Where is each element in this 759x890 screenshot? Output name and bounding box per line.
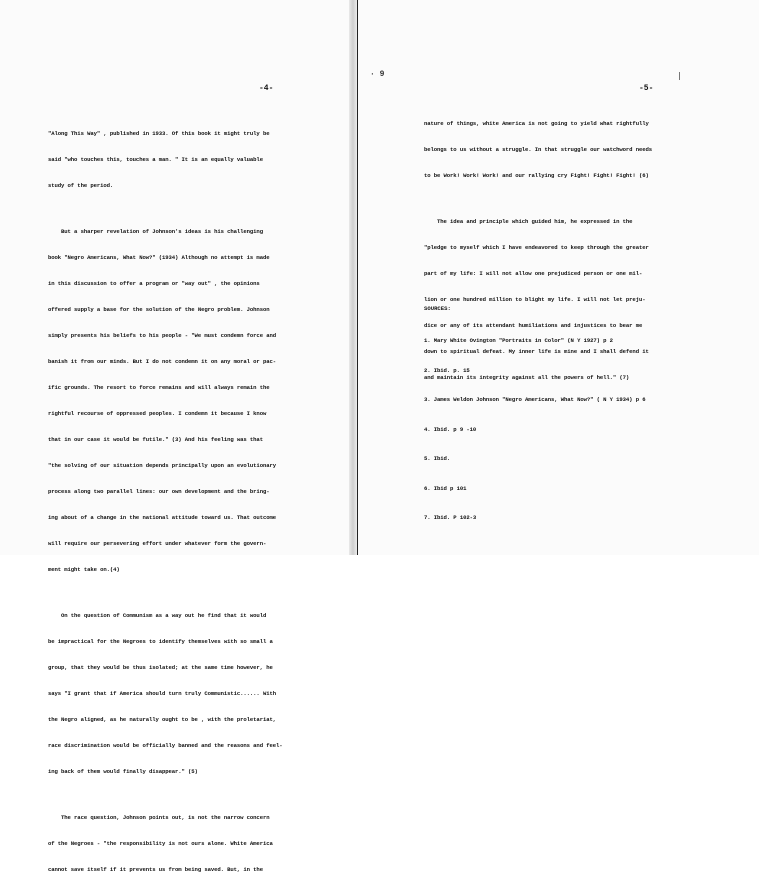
source-item: 1. Mary White Ovington "Portraits in Color" (N Y 1927) p 2	[424, 337, 613, 344]
source-item: 5. Ibid.	[424, 455, 451, 462]
text-line: offered supply a base for the solution of the Negro problem. Johnson	[48, 306, 270, 313]
text-line: be impractical for the Negroes to identify themselves with so small a	[48, 638, 273, 645]
text-line: that in our case it would be futile." (3) And his feeling was that	[48, 436, 263, 443]
text-line: and maintain its integrity against all the powers of hell." (7)	[424, 374, 630, 381]
text-line: "the solving of our situation depends principally upon an evolutionary	[48, 462, 276, 469]
sources-heading: SOURCES:	[424, 305, 451, 312]
page-number: -5-	[639, 84, 654, 93]
text-line: "pledge to myself which I have endeavored to keep through the greater	[424, 244, 649, 251]
page-number: -4-	[259, 84, 274, 93]
text-line: ing about of a change in the national attitude toward us. That outcome	[48, 514, 276, 521]
sources-list	[424, 319, 645, 540]
text-line: ing back of them would finally disappear." (5)	[48, 768, 198, 775]
text-line: lion or one hundred million to blight my life. I will not let preju-	[424, 296, 646, 303]
text-line: But a sharper revelation of Johnson's ideas is his challenging	[48, 228, 263, 235]
book-gutter	[349, 0, 357, 555]
text-line: ment might take on.(4)	[48, 566, 120, 573]
text-line: cannot save itself if it prevents us from being saved. But, in the	[48, 866, 263, 873]
right-page	[357, 0, 759, 555]
text-line: part of my life: I will not allow one prejudiced person or one mil-	[424, 270, 643, 277]
text-line: group, that they would be thus isolated; at the same time however, he	[48, 664, 273, 671]
paragraph-gap	[48, 792, 283, 798]
source-item: 3. James Weldon Johnson "Negro Americans, What Now?" ( N Y 1934) p 6	[424, 396, 646, 403]
text-line: the Negro aligned, as he naturally ought to be , with the proletariat,	[48, 716, 276, 723]
text-line: simply presents his beliefs to his people - "We must condemn force and	[48, 332, 276, 339]
text-line: race discrimination would be officially banned and the reasons and feel-	[48, 742, 283, 749]
text-line: study of the period.	[48, 182, 114, 189]
text-line: to be Work! Work! Work! and our rallying cry Fight! Fight! Fight! (6)	[424, 172, 649, 179]
text-line: banish it from our minds. But I do not condemn it on any moral or pac-	[48, 358, 276, 365]
source-item: 2. Ibid. p. 15	[424, 366, 470, 374]
text-line: "Along This Way" , published in 1933. Of this book it might truly be	[48, 130, 270, 137]
text-line: said "who touches this, touches a man. " It is an equally valuable	[48, 156, 263, 163]
text-line: The race question, Johnson points out, is not the narrow concern	[48, 814, 270, 821]
text-line: of the Negroes - "the responsibility is not ours alone. White America	[48, 840, 273, 847]
source-item: 4. Ibid. p 9 -10	[424, 425, 477, 433]
source-item: 7. Ibid. P 102-3	[424, 514, 477, 521]
paragraph-gap	[48, 206, 283, 212]
text-line: nature of things, white America is not going to yield what rightfully	[424, 120, 649, 127]
text-line: will require our persevering effort under whatever form the govern-	[48, 540, 267, 547]
paragraph-gap	[48, 590, 283, 596]
paragraph-gap	[424, 196, 652, 202]
text-line: down to spiritual defeat. My inner life is mine and I shall defend it	[424, 348, 649, 355]
text-line: dice or any of its attendant humiliations and injustices to bear me	[424, 322, 643, 329]
source-item: 6. Ibid p 101	[424, 484, 467, 492]
text-line: The idea and principle which guided him, he expressed in the	[424, 218, 633, 225]
text-line: rightful recourse of oppressed peoples. I condemn it because I know	[48, 410, 267, 417]
body-text	[48, 114, 283, 890]
text-line: process along two parallel lines: our own development and the bring-	[48, 488, 270, 495]
page-tick	[679, 72, 680, 80]
text-line: book "Negro Americans, What Now?" (1934) Although no attempt is made	[48, 254, 270, 261]
text-line: in this discussion to offer a program or "way out" , the opinions	[48, 280, 260, 287]
margin-mark: · 9	[370, 70, 385, 79]
left-page	[0, 0, 350, 873]
text-line: says "I grant that if America should turn truly Communistic...... With	[48, 690, 276, 697]
text-line: On the question of Communism as a way out he find that it would	[48, 612, 267, 619]
text-line: belongs to us without a struggle. In that struggle our watchword needs	[424, 146, 652, 153]
text-line: ific grounds. The resort to force remains and will always remain the	[48, 384, 270, 391]
